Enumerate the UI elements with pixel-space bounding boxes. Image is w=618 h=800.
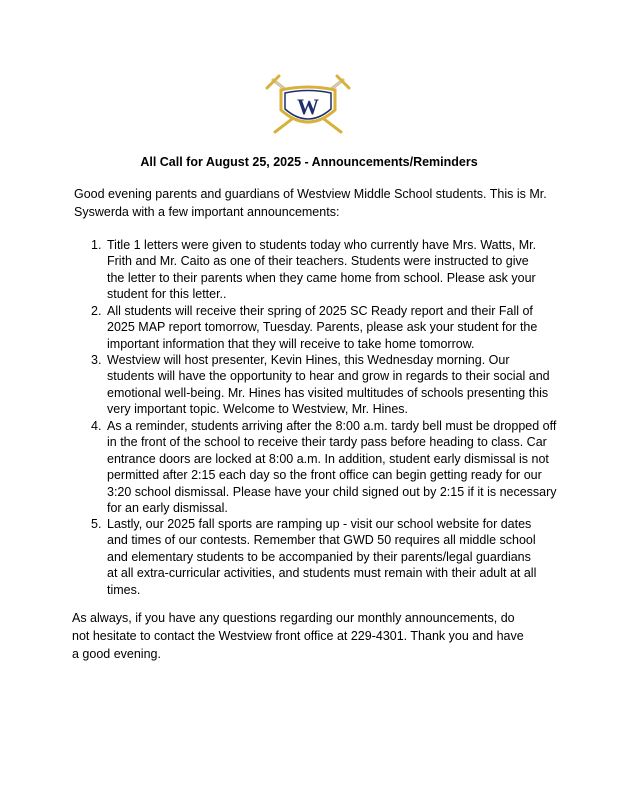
list-item-line: Frith and Mr. Caito as one of their teachers. Students were instructed to give <box>107 254 529 269</box>
list-item-number: 4. <box>91 419 102 433</box>
intro-line: Syswerda with a few important announcements: <box>74 205 340 219</box>
list-item-line: and elementary students to be accompanied by their parents/legal guardians <box>107 549 531 564</box>
closing-line: not hesitate to contact the Westview front office at 229-4301. Thank you and have <box>72 629 524 643</box>
list-item-line: Westview will host presenter, Kevin Hines, this Wednesday morning. Our <box>107 353 510 367</box>
list-item-line: As a reminder, students arriving after the 8:00 a.m. tardy bell must be dropped off <box>107 419 557 433</box>
list-item-line: All students will receive their spring of 2025 SC Ready report and their Fall of <box>107 304 533 318</box>
list-item-line: and times of our contests. Remember that GWD 50 requires all middle school <box>107 533 536 548</box>
intro-line: Good evening parents and guardians of Westview Middle School students. This is Mr. <box>74 187 547 201</box>
list-item-line: at all extra-curricular activities, and students must remain with their adult at all <box>107 566 537 581</box>
list-item-number: 5. <box>91 517 102 531</box>
logo-letter: W <box>297 94 319 119</box>
closing-line: As always, if you have any questions regarding our monthly announcements, do <box>72 611 515 625</box>
list-item-line: important information that they will receive to take home tomorrow. <box>107 336 475 351</box>
list-item-line: permitted after 2:15 each day so the front office can begin getting ready for our <box>107 468 542 483</box>
list-item-line: for an early dismissal. <box>107 501 228 516</box>
westview-shield-logo-icon <box>265 74 351 136</box>
list-item-line: Title 1 letters were given to students today who currently have Mrs. Watts, Mr. <box>107 238 537 252</box>
list-item-line: student for this letter.. <box>107 287 227 302</box>
list-item-line: times. <box>107 582 141 597</box>
intro-paragraph <box>74 185 547 221</box>
list-item-line: emotional well-being. Mr. Hines has visited multitudes of schools presenting this <box>107 385 549 400</box>
list-item-line: very important topic. Welcome to Westview, Mr. Hines. <box>107 402 409 417</box>
list-item-line: the letter to their parents when they came home from school. Please ask your <box>107 270 536 285</box>
closing-line: a good evening. <box>72 647 161 661</box>
list-item-line: entrance doors are locked at 8:00 a.m. In addition, student early dismissal is not <box>107 451 549 466</box>
list-item-line: students will have the opportunity to hear and grow in regards to their social and <box>107 369 550 384</box>
closing-paragraph <box>72 609 524 663</box>
list-item-line: 3:20 school dismissal. Please have your child signed out by 2:15 if it is necessary <box>107 484 557 499</box>
page-title: All Call for August 25, 2025 - Announcements/Reminders <box>140 155 478 169</box>
list-item-number: 3. <box>91 353 102 367</box>
list-item-line: in the front of the school to receive their tardy pass before heading to class. Car <box>107 435 547 450</box>
list-item-number: 2. <box>91 304 102 318</box>
list-item-number: 1. <box>91 238 102 252</box>
list-item-line: Lastly, our 2025 fall sports are ramping up - visit our school website for dates <box>107 517 532 531</box>
list-item-line: 2025 MAP report tomorrow, Tuesday. Parents, please ask your student for the <box>107 320 538 335</box>
